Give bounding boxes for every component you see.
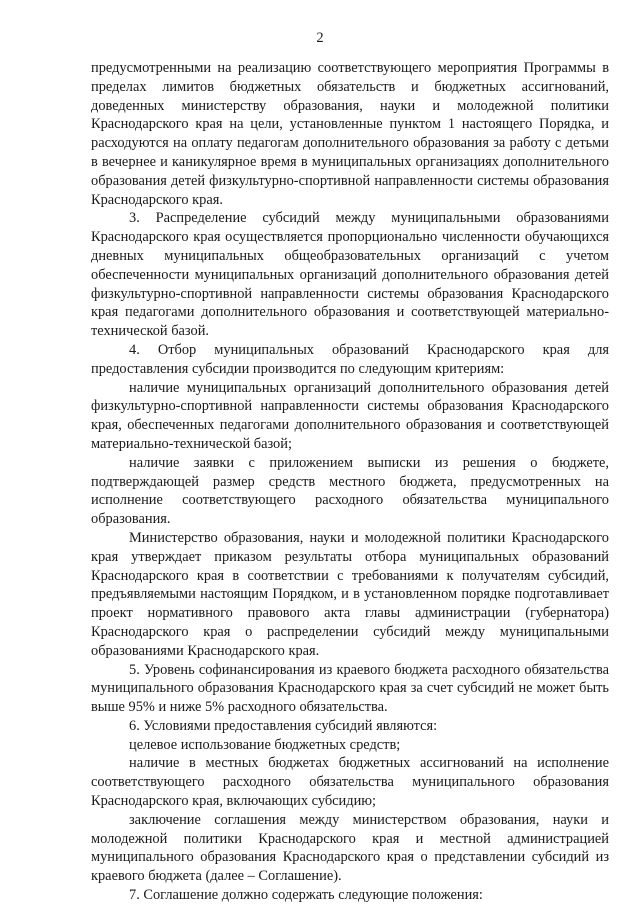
paragraph: 3. Распределение субсидий между муниципальными образованиями Краснодарского края осуществляется пропорционально численности обучающихся дневных муниципальных общеобразовательных организаций с учетом обеспеченности муниципальных организаций дополнительного образования детей физкультурно-спортивной направленности системы образования Краснодарского края педагогами дополнительного образования и соответствующей материально-технической базой.	[91, 210, 609, 340]
paragraph: Министерство образования, науки и молодежной политики Краснодарского края утверждает приказом результаты отбора муниципальных образований Краснодарского края в соответствии с требованиями к получателям субсидий, предъявляемыми настоящим Порядком, и в установленном порядке подготавливает проект нормативного правового акта главы администрации (губернатора) Краснодарского края о распределении субсидий между муниципальными образованиями Краснодарского края.	[91, 529, 609, 659]
page-number: 2	[316, 30, 324, 46]
paragraph: 7. Соглашение должно содержать следующие положения:	[129, 887, 483, 904]
paragraph: 6. Условиями предоставления субсидий являются:	[129, 717, 438, 734]
paragraph: 4. Отбор муниципальных образований Краснодарского края для предоставления субсидии производится по следующим критериям:	[91, 341, 609, 377]
document-body	[91, 59, 609, 905]
paragraph: наличие заявки с приложением выписки из решения о бюджете, подтверждающей размер средств местного бюджета, предусмотренных на исполнение соответствующего расходного обязательства муниципального образования.	[91, 454, 609, 528]
paragraph: заключение соглашения между министерством образования, науки и молодежной политики Краснодарского края и местной администрацией муниципального образования Краснодарского края о представлении субсидий из краевого бюджета (далее – Соглашение).	[91, 811, 609, 885]
paragraph: целевое использование бюджетных средств;	[129, 736, 401, 753]
paragraph: 5. Уровень софинансирования из краевого бюджета расходного обязательства муниципального образования Краснодарского края за счет субсидий не может быть выше 95% и ниже 5% расходного обязательства.	[91, 661, 609, 716]
paragraph: наличие муниципальных организаций дополнительного образования детей физкультурно-спортивной направленности системы образования Краснодарского края, обеспеченных педагогами дополнительного образования и соответствующей материально-технической базой;	[91, 379, 609, 452]
paragraph: наличие в местных бюджетах бюджетных ассигнований на исполнение соответствующего расходного обязательства муниципального образования Краснодарского края, включающих субсидию;	[91, 755, 609, 810]
paragraph: предусмотренными на реализацию соответствующего мероприятия Программы в пределах лимитов бюджетных обязательств и бюджетных ассигнований, доведенных министерству образования, науки и молодежной политики Краснодарского края на цели, установленные пунктом 1 настоящего Порядка, и расходуются на оплату педагогам дополнительного образования за работу с детьми в вечернее и каникулярное время в муниципальных организациях дополнительного образования детей физкультурно-спортивной направленности системы образования Краснодарского края.	[91, 60, 609, 208]
